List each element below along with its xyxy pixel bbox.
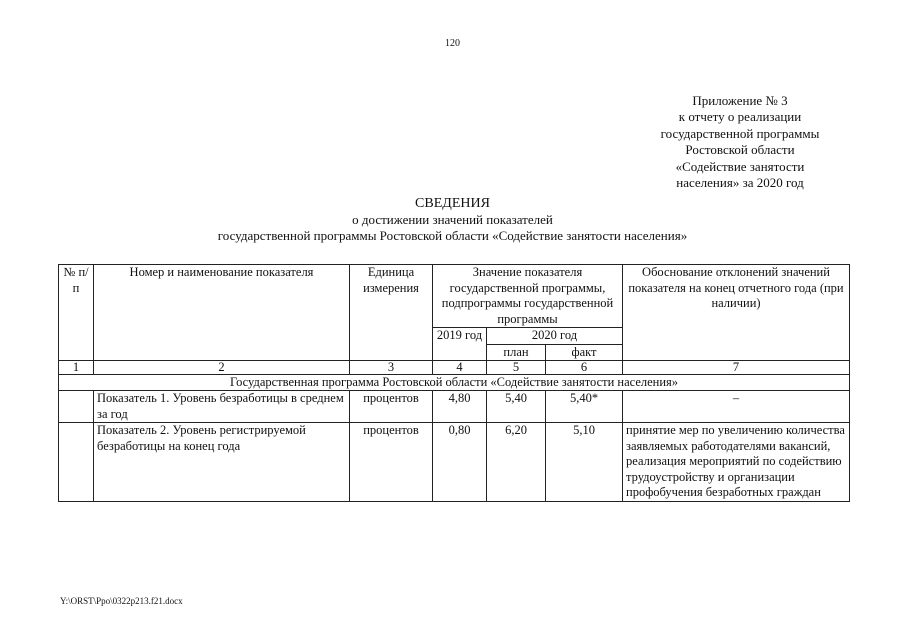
header-value: Значение показателя государственной программы, подпрограммы государственной программы	[433, 265, 623, 328]
indicators-table	[58, 264, 850, 502]
header-year-2019: 2019 год	[433, 328, 487, 361]
header-fact: факт	[546, 344, 623, 361]
header-num: № п/п	[59, 265, 94, 361]
indicator-unit: процентов	[350, 391, 433, 423]
row-num	[59, 391, 94, 423]
value-fact: 5,40*	[546, 391, 623, 423]
indicator-name: Показатель 2. Уровень регистрируемой безработицы на конец года	[94, 423, 350, 502]
value-plan: 6,20	[487, 423, 546, 502]
program-title-row	[59, 375, 850, 391]
column-numbers-row	[59, 361, 850, 375]
header-name: Номер и наименование показателя	[94, 265, 350, 361]
document-heading	[0, 196, 905, 244]
appendix-line: Ростовской области	[685, 142, 795, 158]
document-subtitle-program: государственной программы Ростовской области «Содействие занятости населения»	[217, 228, 688, 243]
header-plan: план	[487, 344, 546, 361]
table-row	[59, 391, 850, 423]
value-plan: 5,40	[487, 391, 546, 423]
document-subtitle: о достижении значений показателей	[352, 212, 553, 227]
appendix-line: государственной программы	[660, 125, 820, 141]
appendix-block	[620, 93, 860, 191]
table-row	[59, 423, 850, 502]
value-2019: 4,80	[433, 391, 487, 423]
value-2019: 0,80	[433, 423, 487, 502]
column-number: 4	[433, 361, 487, 375]
page-number: 120	[445, 38, 460, 49]
appendix-line: населения» за 2020 год	[676, 175, 804, 191]
header-reason: Обоснование отклонений значений показателя на конец отчетного года (при наличии)	[623, 265, 850, 361]
appendix-line: «Содействие занятости	[675, 158, 805, 174]
program-title: Государственная программа Ростовской области «Содействие занятости населения»	[59, 375, 850, 391]
row-num	[59, 423, 94, 502]
column-number: 3	[350, 361, 433, 375]
column-number: 1	[59, 361, 94, 375]
file-path-footer: Y:\ORST\Ppo\0322p213.f21.docx	[60, 596, 183, 606]
header-unit: Единица измерения	[350, 265, 433, 361]
column-number: 5	[487, 361, 546, 375]
appendix-line: Приложение № 3	[692, 93, 788, 108]
indicator-name: Показатель 1. Уровень безработицы в среднем за год	[94, 391, 350, 423]
column-number: 2	[94, 361, 350, 375]
appendix-line: к отчету о реализации	[678, 109, 802, 125]
value-fact: 5,10	[546, 423, 623, 502]
document-title: СВЕДЕНИЯ	[415, 196, 490, 211]
indicator-unit: процентов	[350, 423, 433, 502]
column-number: 7	[623, 361, 850, 375]
header-row	[59, 265, 850, 328]
header-year-2020: 2020 год	[487, 328, 623, 345]
column-number: 6	[546, 361, 623, 375]
deviation-reason: –	[623, 391, 850, 423]
deviation-reason: принятие мер по увеличению количества заявляемых работодателями вакансий, реализация мероприятий по содействию трудоустройству и организации профобучения безработных граждан	[623, 423, 850, 502]
